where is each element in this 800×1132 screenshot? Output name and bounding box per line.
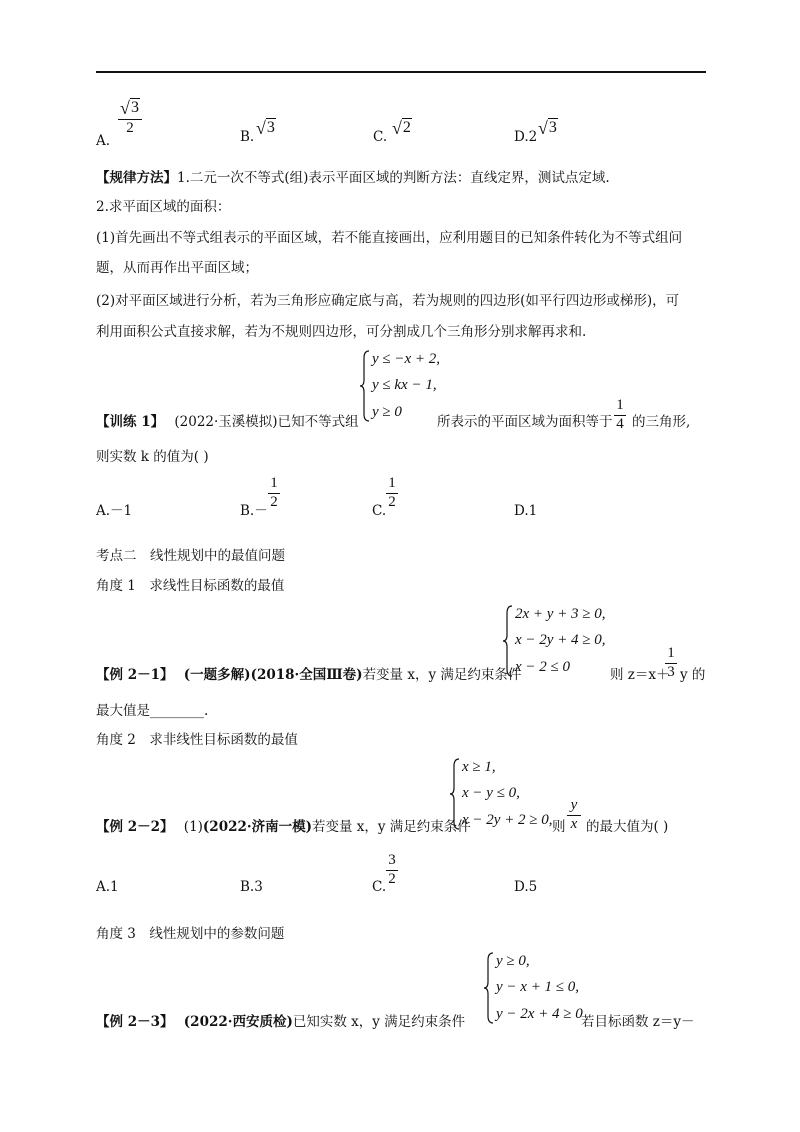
training-1-middle: 所表示的平面区域为面积等于 <box>437 414 613 430</box>
example-2-1-tail: y 的 <box>680 667 706 683</box>
method-line-4: 题，从而再作出平面区域； <box>96 260 258 276</box>
training-1-fraction: 1 4 <box>614 398 626 433</box>
example-2-1-fraction: 1 3 <box>665 646 677 681</box>
option-d-sqrt: √ 3 <box>538 117 557 138</box>
example-2-2-option-c-label: C. <box>372 879 387 895</box>
training-1-question: 则实数 k 的值为( ) <box>96 449 209 465</box>
option-c-label: C. <box>373 129 388 145</box>
method-line-3: (1)首先画出不等式组表示的平面区域，若不能直接画出，应利用题目的已知条件转化为不等式组问 <box>96 230 683 246</box>
example-2-1-tag: 【例 2－1】 <box>96 667 174 683</box>
training-1-system: y ≤ −x + 2, y ≤ kx − 1, y ≥ 0 <box>360 350 440 422</box>
method-title: 【规律方法】 <box>96 170 177 186</box>
example-2-1-line: 【例 2－1】 (一题多解)(2018·全国Ⅲ卷)若变量 x，y 满足约束条件 <box>96 667 522 683</box>
example-2-2-system: x ≥ 1, x − y ≤ 0, x − 2y + 2 ≥ 0, <box>450 758 553 830</box>
example-2-2-tail: 的最大值为( ) <box>586 819 669 835</box>
example-2-2-option-d: D.5 <box>514 879 538 895</box>
option-d-label: D.2 <box>514 129 538 145</box>
option-a-label: A. <box>96 133 111 149</box>
example-2-2-option-b: B.3 <box>240 879 263 895</box>
training-1-option-d: D.1 <box>514 503 538 519</box>
option-a-fraction: √ 3 2 <box>118 98 142 137</box>
training-1-option-b-label: B.－ <box>240 503 268 519</box>
example-2-2-fraction: y x <box>567 798 581 833</box>
training-1-option-a: A.－1 <box>96 503 133 519</box>
training-1-tag: 【训练 1】 <box>96 414 165 430</box>
option-b-label: B. <box>240 129 255 145</box>
training-1-option-c-fraction: 1 2 <box>386 476 398 511</box>
example-2-1-then: 则 z＝x＋ <box>610 667 670 683</box>
angle-1-title: 角度 1 求线性目标函数的最值 <box>96 578 285 594</box>
example-2-2-then: 则 <box>552 819 566 835</box>
example-2-2-line: 【例 2－2】 (1)(2022·济南一模)若变量 x，y 满足约束条件 <box>96 819 471 835</box>
header-rule <box>96 71 706 73</box>
example-2-1-system: 2x + y + 3 ≥ 0, x − 2y + 4 ≥ 0, x − 2 ≤ 0 <box>503 605 606 677</box>
method-line-2: 2.求平面区域的面积： <box>96 199 231 215</box>
example-2-2-option-c-fraction: 3 2 <box>386 853 398 888</box>
example-2-1-answer-blank: 最大值是________. <box>96 703 209 719</box>
sqrt-symbol: √ 3 <box>120 97 139 118</box>
example-2-2-tag: 【例 2－2】 <box>96 819 174 835</box>
example-2-3-line: 【例 2－3】 (2022·西安质检)已知实数 x，y 满足约束条件 <box>96 1014 466 1030</box>
training-1-suffix: 的三角形, <box>632 414 691 430</box>
option-c-sqrt: √ 2 <box>392 117 411 138</box>
method-line-1: 【规律方法】1.二元一次不等式(组)表示平面区域的判断方法：直线定界，测试点定域. <box>96 170 610 186</box>
example-2-3-tail: 若目标函数 z＝y－ <box>581 1014 695 1030</box>
section-2-title: 考点二 线性规划中的最值问题 <box>96 548 285 564</box>
option-b-sqrt: √ 3 <box>256 117 275 138</box>
training-1-option-b-fraction: 1 2 <box>268 476 280 511</box>
example-2-3-tag: 【例 2－3】 <box>96 1014 174 1030</box>
example-2-2-option-a: A.1 <box>96 879 119 895</box>
angle-3-title: 角度 3 线性规划中的参数问题 <box>96 926 285 942</box>
method-line-5: (2)对平面区域进行分析，若为三角形应确定底与高，若为规则的四边形(如平行四边形或梯形)，可 <box>96 293 680 309</box>
example-2-3-system: y ≥ 0, y − x + 1 ≤ 0, y − 2x + 4 ≥ 0 <box>484 952 583 1024</box>
angle-2-title: 角度 2 求非线性目标函数的最值 <box>96 732 298 748</box>
method-line-6: 利用面积公式直接求解，若为不规则四边形，可分割成几个三角形分别求解再求和. <box>96 324 587 340</box>
training-1-option-c-label: C. <box>372 503 387 519</box>
training-1-line: 【训练 1】 (2022·玉溪模拟)已知不等式组 <box>96 414 359 430</box>
